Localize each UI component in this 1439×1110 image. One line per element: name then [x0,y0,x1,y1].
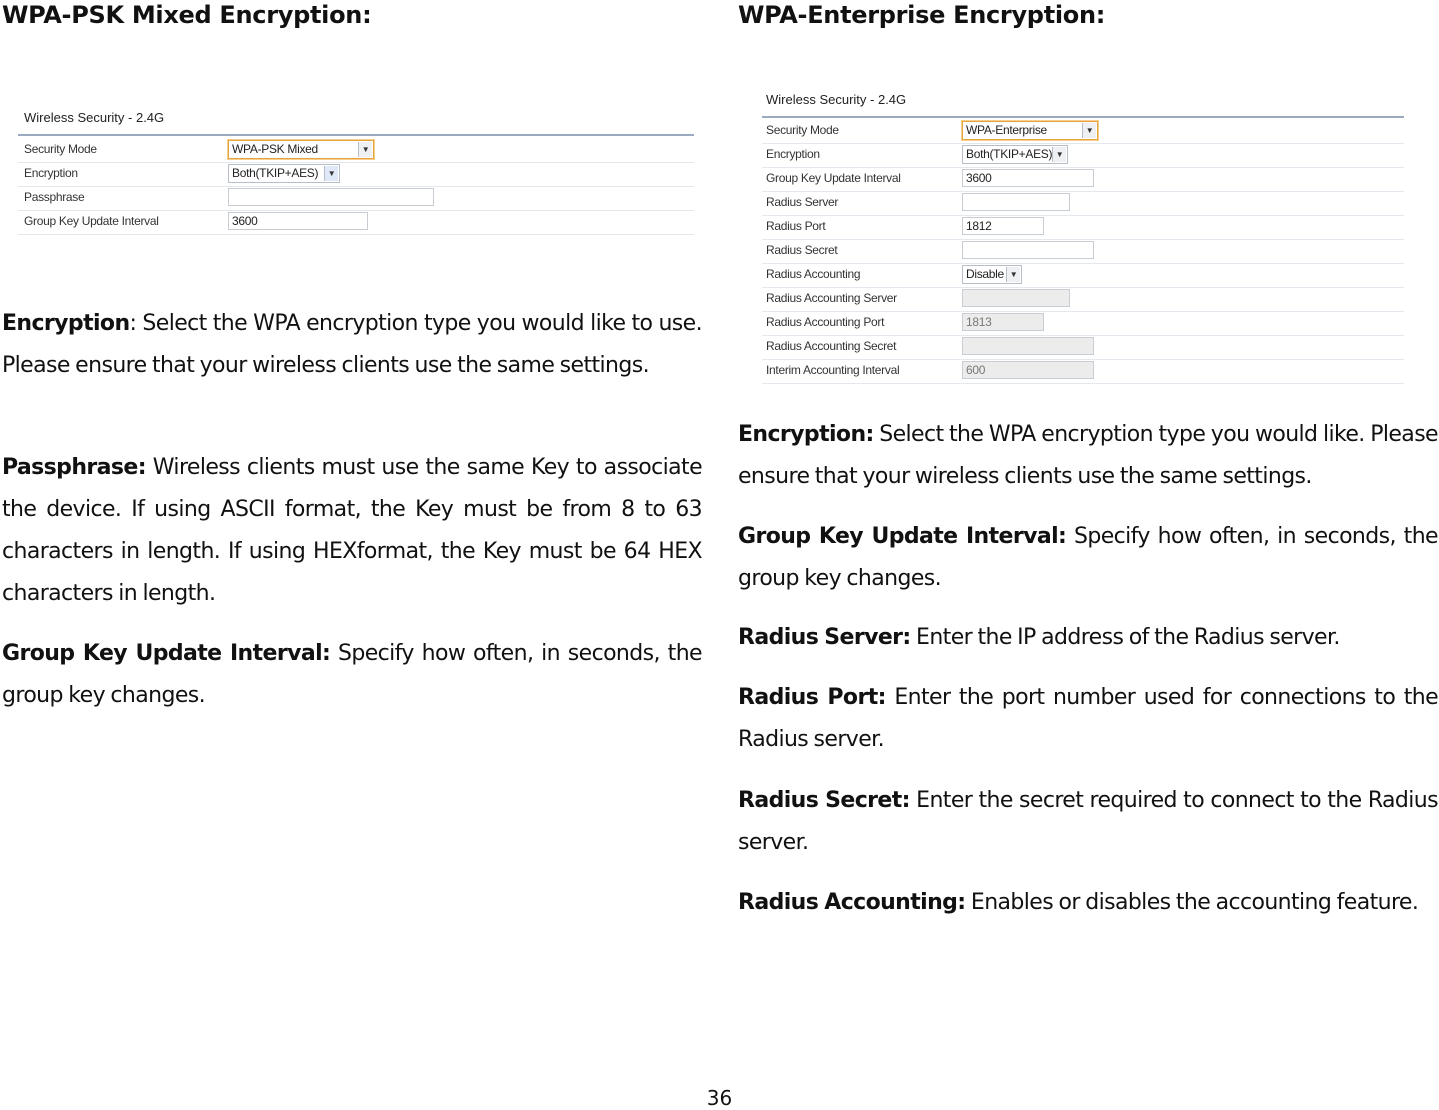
panel-divider [18,134,694,136]
panel-title: Wireless Security - 2.4G [24,110,165,125]
security-mode-select[interactable] [962,121,1098,140]
security-mode-value: WPA-PSK Mixed [232,142,318,156]
encryption-label: Encryption [24,166,78,180]
row-group-key-update-interval [762,167,1404,192]
radius-accounting-secret-input[interactable] [962,337,1094,355]
paragraph-group-key-update-interval [2,633,702,717]
row-passphrase [18,186,694,211]
encryption-value: Both(TKIP+AES) [232,166,319,180]
row-radius-secret [762,239,1404,264]
row-radius-accounting [762,263,1404,288]
description-passphrase: Wireless clients must use the same Key to associate the device. If using ASCII format, the Key must be from 8 to 63 characters in length. If using HEXformat, the Key must be 64 HEX characters in length. [2,455,702,606]
paragraph-encryption [2,303,702,387]
term-encryption: Encryption [2,311,130,336]
security-mode-select[interactable] [228,140,374,159]
security-mode-label: Security Mode [766,123,839,137]
radius-accounting-server-label: Radius Accounting Server [766,291,897,305]
row-encryption [18,162,694,187]
row-security-mode [18,138,694,163]
panel-title: Wireless Security - 2.4G [766,92,907,107]
row-security-mode [762,119,1404,144]
radius-server-input[interactable] [962,193,1070,211]
right-column [738,0,1438,30]
page-number: 36 [706,1086,733,1110]
chevron-down-icon: ▼ [358,142,372,157]
description-group-key-update-interval: Specify how often, in seconds, the group key changes. [2,641,702,708]
radius-accounting-port-input[interactable]: 1813 [962,313,1044,331]
radius-accounting-label: Radius Accounting [766,267,861,281]
wpa-psk-settings-panel [18,104,694,244]
section-heading-wpa-psk-mixed: WPA-PSK Mixed Encryption: [2,1,372,29]
term-encryption: Encryption: [738,422,874,447]
chevron-down-icon: ▼ [1006,267,1020,282]
term-radius-accounting: Radius Accounting: [738,890,966,915]
row-radius-accounting-secret [762,335,1404,360]
row-radius-port [762,215,1404,240]
group-key-update-interval-input[interactable]: 3600 [962,169,1094,187]
chevron-down-icon: ▼ [1082,123,1096,138]
radius-port-label: Radius Port [766,219,826,233]
passphrase-label: Passphrase [24,190,85,204]
paragraph-encryption-enterprise [738,414,1438,498]
description-radius-port: Enter the port number used for connections to the Radius server. [738,685,1438,752]
description-encryption: Select the WPA encryption type you would like. Please ensure that your wireless clients use the same settings. [738,422,1438,489]
group-key-update-interval-input[interactable]: 3600 [228,212,368,230]
description-group-key-update-interval: Specify how often, in seconds, the group key changes. [738,524,1438,591]
term-group-key-update-interval: Group Key Update Interval: [738,524,1067,549]
radius-port-input[interactable]: 1812 [962,217,1044,235]
row-radius-accounting-server [762,287,1404,312]
encryption-select[interactable] [228,164,340,183]
radius-accounting-secret-label: Radius Accounting Secret [766,339,897,353]
term-radius-port: Radius Port: [738,685,886,710]
term-radius-secret: Radius Secret: [738,788,910,813]
paragraph-radius-accounting [738,882,1438,924]
radius-accounting-port-label: Radius Accounting Port [766,315,885,329]
group-key-update-interval-label: Group Key Update Interval [766,171,901,185]
row-group-key-update-interval [18,210,694,235]
radius-secret-label: Radius Secret [766,243,838,257]
row-encryption [762,143,1404,168]
radius-accounting-value: Disable [966,267,1004,281]
passphrase-input[interactable] [228,188,434,206]
description-radius-secret: Enter the secret required to connect to the Radius server. [738,788,1439,855]
paragraph-radius-secret [738,780,1438,864]
encryption-value: Both(TKIP+AES) [966,147,1053,161]
term-radius-server: Radius Server: [738,625,911,650]
panel-divider [762,116,1404,118]
description-radius-accounting: Enables or disables the accounting feature. [965,890,1419,915]
encryption-select[interactable] [962,145,1068,164]
security-mode-value: WPA-Enterprise [966,123,1047,137]
radius-accounting-select[interactable] [962,265,1022,284]
description-encryption: : Select the WPA encryption type you would like to use. Please ensure that your wireless clients use the same settings. [2,311,702,378]
term-passphrase: Passphrase: [2,455,146,480]
section-heading-wpa-enterprise: WPA-Enterprise Encryption: [738,1,1106,29]
encryption-label: Encryption [766,147,820,161]
security-mode-label: Security Mode [24,142,97,156]
chevron-down-icon: ▼ [324,166,338,181]
radius-server-label: Radius Server [766,195,839,209]
interim-accounting-interval-input[interactable]: 600 [962,361,1094,379]
radius-accounting-server-input[interactable] [962,289,1070,307]
paragraph-passphrase [2,447,702,615]
description-radius-server: Enter the IP address of the Radius server. [910,625,1340,650]
term-group-key-update-interval: Group Key Update Interval: [2,641,331,666]
chevron-down-icon: ▼ [1052,147,1066,162]
paragraph-radius-port [738,677,1438,761]
wpa-enterprise-settings-panel [762,88,1404,386]
paragraph-group-key-update-interval-enterprise [738,516,1438,600]
row-interim-accounting-interval [762,359,1404,384]
interim-accounting-interval-label: Interim Accounting Interval [766,363,900,377]
row-radius-server [762,191,1404,216]
radius-secret-input[interactable] [962,241,1094,259]
row-radius-accounting-port [762,311,1404,336]
left-column [2,0,702,30]
group-key-update-interval-label: Group Key Update Interval [24,214,159,228]
paragraph-radius-server [738,617,1438,659]
